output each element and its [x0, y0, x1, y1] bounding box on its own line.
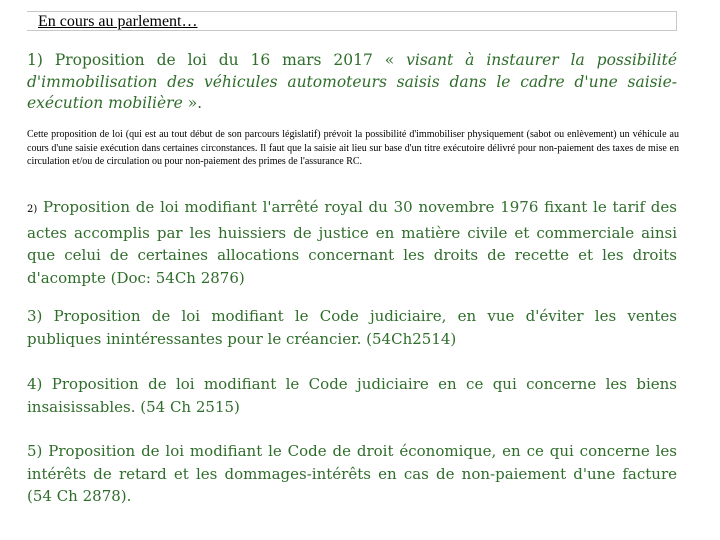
item-1-italic: visant à instaurer la possibilité d'immobilisation des véhicules automoteurs saisis dans le cadre d'une saisie-exécution mobilière: [27, 51, 677, 112]
item-2: [27, 196, 677, 289]
item-5: 5) Proposition de loi modifiant le Code de droit économique, en ce qui concerne les intérêts de retard et les dommages-intérêts en cas de non-paiement d'une facture (54 Ch 2878).: [27, 442, 677, 505]
item-3: 3) Proposition de loi modifiant le Code judiciaire, en vue d'éviter les ventes publiques inintéressantes pour le créancier. (54Ch2514): [27, 307, 677, 348]
item-1: [27, 50, 677, 115]
item-4: 4) Proposition de loi modifiant le Code judiciaire en ce qui concerne les biens insaisissables. (54 Ch 2515): [27, 375, 677, 416]
item-1-detail: Cette proposition de loi (qui est au tout début de son parcours législatif) prévoit la possibilité d'immobiliser physiquement (sabot ou enlèvement) un véhicule au cours d'une saisie exécution dans certaines circonstances. Il faut que la saisie ait lieu sur base d'un titre exécutoire délivré pour non-paiement des taxes de mise en circulation et/ou de circulation ou pour non-paiement des primes de l'assurance RC.: [27, 129, 679, 167]
item-2-text: Proposition de loi modifiant l'arrêté royal du 30 novembre 1976 fixant le tarif des actes accomplis par les huissiers de justice en matière civile et commerciale ainsi que celui de certaines allocations concernant les droits de recette et les droits d'acompte (Doc: 54Ch 2876): [27, 198, 677, 287]
page-title: En cours au parlement…: [38, 13, 198, 30]
item-1-prefix: 1) Proposition de loi du 16 mars 2017 «: [27, 51, 407, 69]
item-2-number: 2): [27, 204, 38, 215]
item-1-suffix: ».: [182, 94, 203, 112]
